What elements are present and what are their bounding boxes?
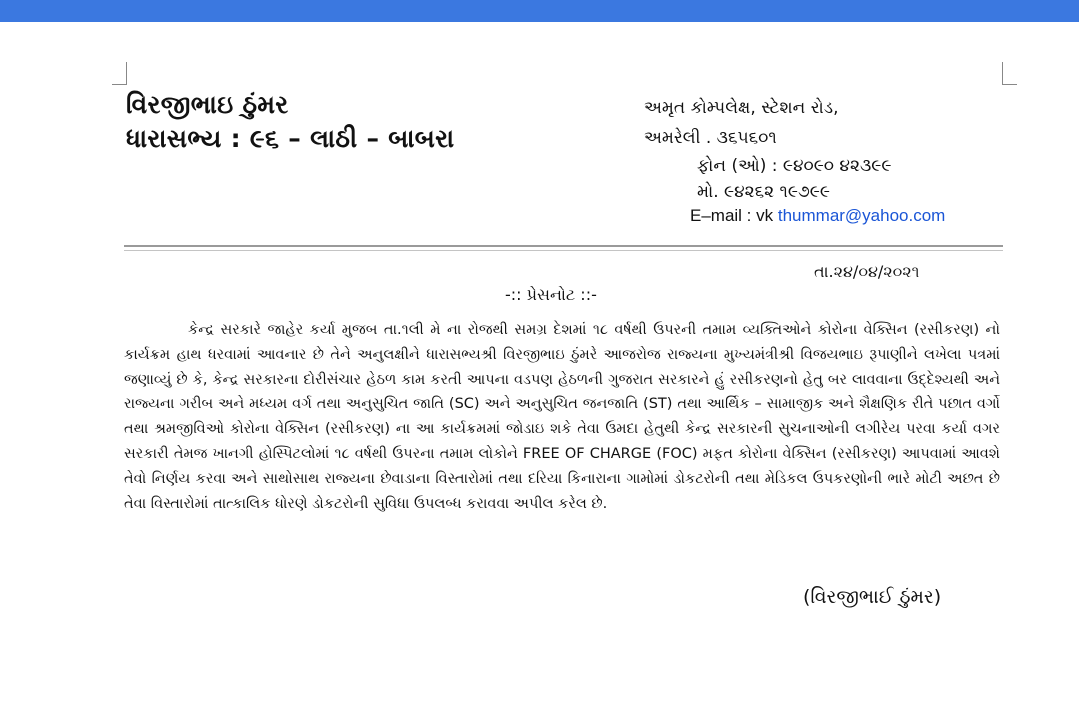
mobile-number: મો. ૯૪૨૬૨ ૧૯૭૯૯ bbox=[697, 182, 830, 202]
address-line-2: અમરેલી . ૩૬૫૬૦૧ bbox=[644, 128, 777, 148]
author-name: વિરજીભાઇ ઠુંમર bbox=[126, 90, 289, 119]
office-phone: ફોન (ઓ) : ૯૪૦૯૦ ૪૨૩૯૯ bbox=[697, 156, 892, 176]
press-note-body: કેન્દ્ર સરકારે જાહેર કર્યા મુજબ તા.૧લી મે ના રોજથી સમગ્ર દેશમાં ૧૮ વર્ષથી ઉપરની તમામ વ્યક્તિઓને કોરોના વેક્સિન (રસીકરણ) નો કાર્યક્રમ હાથ ધરવામાં આવનાર છે તેને અનુલક્ષીને ધારાસભ્યશ્રી વિરજીભાઇ ઠુંમરે આજરોજ રાજ્યના મુખ્યમંત્રીશ્રી વિજયભાઇ રૂપાણીને લખેલા પત્રમાં જણાવ્યું છે કે, કેન્દ્ર સરકારના દોરીસંચાર હેઠળ કામ કરતી આપના વડપણ હેઠળની ગુજરાત સરકારને હું રસીકરણનો હેતુ બર લાવવાના ઉદ્દેશ્યથી અને રાજ્યના ગરીબ અને મધ્યમ વર્ગ તથા અનુસુચિત જાતિ (SC) અને અનુસુચિત જનજાતિ (ST) તથા આર્થિક – સામાજીક અને શૈક્ષણિક રીતે પછાત વર્ગો તથા શ્રમજીવિઓ કોરોના વેક્સિન (રસીકરણ) ના આ કાર્યક્રમમાં જોડાઇ શકે તેવા ઉમદા હેતુથી કેન્દ્ર સરકારની સુચનાઓની લગીરેય પરવા કર્યા વગર સરકારી તેમજ ખાનગી હોસ્પિટલોમાં ૧૮ વર્ષથી ઉપરના તમામ લોકોને FREE OF CHARGE (FOC) મફત કોરોના વેક્સિન (રસીકરણ) આપવામાં આવશે તેવો નિર્ણય કરવા અને સાથોસાથ રાજ્યના છેવાડાના વિસ્તારોમાં તથા દરિયા કિનારાના ગામોમાં ડોકટરોની તથા મેડિકલ ઉપકરણોની ભારે મોટી અછત છે તેવા વિસ્તારોમાં તાત્કાલિક ધોરણે ડોકટરોની સુવિધા ઉપલબ્ધ કરાવવા અપીલ કરેલ છે. bbox=[124, 322, 1000, 512]
header-divider bbox=[124, 245, 1003, 247]
email-label: E–mail : vk bbox=[690, 206, 778, 225]
designation: ધારાસભ્ય : ૯૬ – લાઠી – બાબરા bbox=[126, 124, 455, 153]
page-margin-corner-right bbox=[1002, 62, 1017, 85]
address-line-1: અમૃત કોમ્પલેક્ષ, સ્ટેશન રોડ, bbox=[644, 98, 839, 118]
email-link[interactable]: thummar@yahoo.com bbox=[777, 206, 946, 225]
signature: (વિરજીભાઈ ઠુંમર) bbox=[803, 586, 942, 608]
header-divider-thin bbox=[124, 250, 1003, 251]
press-note-title: -:: પ્રેસનોટ ::- bbox=[505, 285, 597, 304]
top-app-bar bbox=[0, 0, 1079, 22]
email-line bbox=[690, 206, 945, 226]
letter-date: તા.૨૪/૦૪/૨૦૨૧ bbox=[814, 262, 920, 281]
page-margin-corner-left bbox=[112, 62, 127, 85]
